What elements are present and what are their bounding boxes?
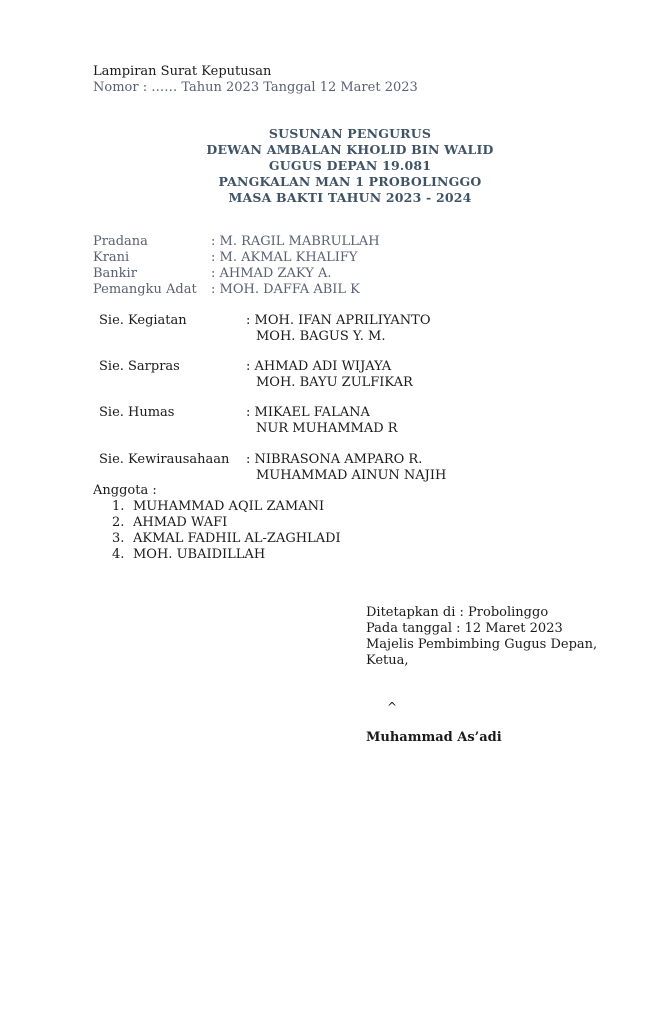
list-item [112, 499, 324, 515]
title-line-5: MASA BAKTI TAHUN 2023 - 2024 [228, 190, 472, 205]
signature-date: Pada tanggal : 12 Maret 2023 [366, 621, 563, 636]
list-item-name: AKMAL FADHIL AL-ZAGHLADI [133, 531, 341, 546]
officer-role: Bankir [93, 266, 137, 281]
officer-name: : MOH. DAFFA ABIL K [211, 282, 360, 297]
list-item-number: 1. [112, 499, 125, 514]
list-item-name: MUHAMMAD AQIL ZAMANI [133, 499, 325, 514]
title-line-4: PANGKALAN MAN 1 PROBOLINGGO [218, 174, 482, 189]
section-member-1: : NIBRASONA AMPARO R. [246, 452, 423, 467]
signature-mark: ^ [387, 700, 398, 714]
list-item-number: 4. [112, 547, 125, 562]
title-line-1: SUSUNAN PENGURUS [268, 126, 432, 141]
section-member-1: : MIKAEL FALANA [246, 405, 370, 420]
section-label: Sie. Humas [99, 405, 175, 420]
section-member-1: : AHMAD ADI WIJAYA [246, 359, 392, 374]
signature-place: Ditetapkan di : Probolinggo [366, 605, 549, 620]
attachment-label: Lampiran Surat Keputusan [93, 64, 272, 79]
signature-position: Ketua, [366, 653, 409, 668]
section-member-2: NUR MUHAMMAD R [256, 421, 398, 436]
list-item [112, 515, 227, 531]
officer-name: : M. AKMAL KHALIFY [211, 250, 358, 265]
officer-row-pemangku-adat [93, 282, 360, 298]
signature-organization: Majelis Pembimbing Gugus Depan, [366, 637, 598, 652]
officer-row-krani [93, 250, 357, 266]
list-item-number: 2. [112, 515, 125, 530]
officer-role: Pemangku Adat [93, 282, 197, 297]
signer-name: Muhammad As’adi [366, 730, 502, 745]
officer-row-bankir [93, 266, 332, 282]
section-label: Sie. Sarpras [99, 359, 180, 374]
section-kewirausahaan [99, 452, 447, 483]
officer-role: Pradana [93, 234, 148, 249]
list-item-number: 3. [112, 531, 125, 546]
list-item [112, 531, 341, 547]
decree-number-line: Nomor : …… Tahun 2023 Tanggal 12 Maret 2023 [93, 80, 418, 95]
list-item-name: MOH. UBAIDILLAH [133, 547, 266, 562]
list-item-name: AHMAD WAFI [133, 515, 228, 530]
section-sarpras [99, 359, 413, 390]
officer-name: : M. RAGIL MABRULLAH [211, 234, 380, 249]
section-humas [99, 405, 398, 436]
section-member-2: MUHAMMAD AINUN NAJIH [256, 468, 447, 483]
list-item [112, 547, 265, 563]
officer-name: : AHMAD ZAKY A. [211, 266, 332, 281]
officer-role: Krani [93, 250, 130, 265]
section-member-2: MOH. BAYU ZULFIKAR [256, 375, 413, 390]
title-line-2: DEWAN AMBALAN KHOLID BIN WALID [206, 142, 494, 157]
section-label: Sie. Kewirausahaan [99, 452, 230, 467]
title-line-3: GUGUS DEPAN 19.081 [268, 158, 432, 173]
section-member-1: : MOH. IFAN APRILIYANTO [246, 313, 431, 328]
section-kegiatan [99, 313, 431, 344]
section-label: Sie. Kegiatan [99, 313, 187, 328]
members-heading: Anggota : [93, 483, 157, 498]
section-member-2: MOH. BAGUS Y. M. [256, 329, 386, 344]
officer-row-pradana [93, 234, 380, 250]
